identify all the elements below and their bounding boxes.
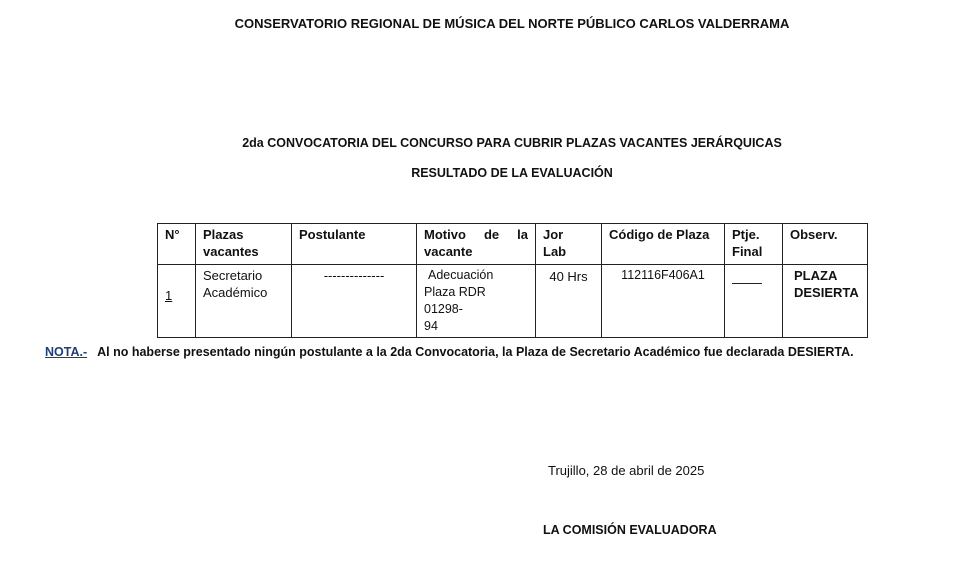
institution-title: CONSERVATORIO REGIONAL DE MÚSICA DEL NORTE PÚBLICO CARLOS VALDERRAMA [234,16,790,31]
cell-ptje [725,265,783,338]
table-row [158,265,868,338]
table-header-row [158,224,868,265]
nota-label: NOTA.- [45,345,88,359]
date-line: Trujillo, 28 de abril de 2025 [548,463,705,478]
resultado-title: RESULTADO DE LA EVALUACIÓN [411,166,613,180]
header-num: N° [158,224,196,265]
nota-paragraph [45,345,854,359]
ptje-blank-line [732,269,762,284]
cell-postulante: -------------- [292,265,417,338]
cell-plaza: Secretario Académico [196,265,292,338]
cell-jor: 40 Hrs [536,265,602,338]
cell-num: 1 [158,265,196,338]
header-observ: Observ. [783,224,868,265]
header-codigo: Código de Plaza [602,224,725,265]
cell-observ: PLAZA DESIERTA [783,265,868,338]
header-ptje: Ptje. Final [725,224,783,265]
nota-text: Al no haberse presentado ningún postulante a la 2da Convocatoria, la Plaza de Secretario Académico fue declarada DESIERTA. [97,345,854,359]
cell-codigo: 112116F406A1 [602,265,725,338]
results-table [157,223,868,338]
convocatoria-title: 2da CONVOCATORIA DEL CONCURSO PARA CUBRIR PLAZAS VACANTES JERÁRQUICAS [242,136,782,150]
cell-motivo: Adecuación Plaza RDR 01298- 94 [417,265,536,338]
header-plazas: Plazas vacantes [196,224,292,265]
header-postulante: Postulante [292,224,417,265]
header-jor-lab: Jor Lab [536,224,602,265]
signature-line: LA COMISIÓN EVALUADORA [543,523,717,537]
header-motivo: Motivo de la vacante [417,224,536,265]
